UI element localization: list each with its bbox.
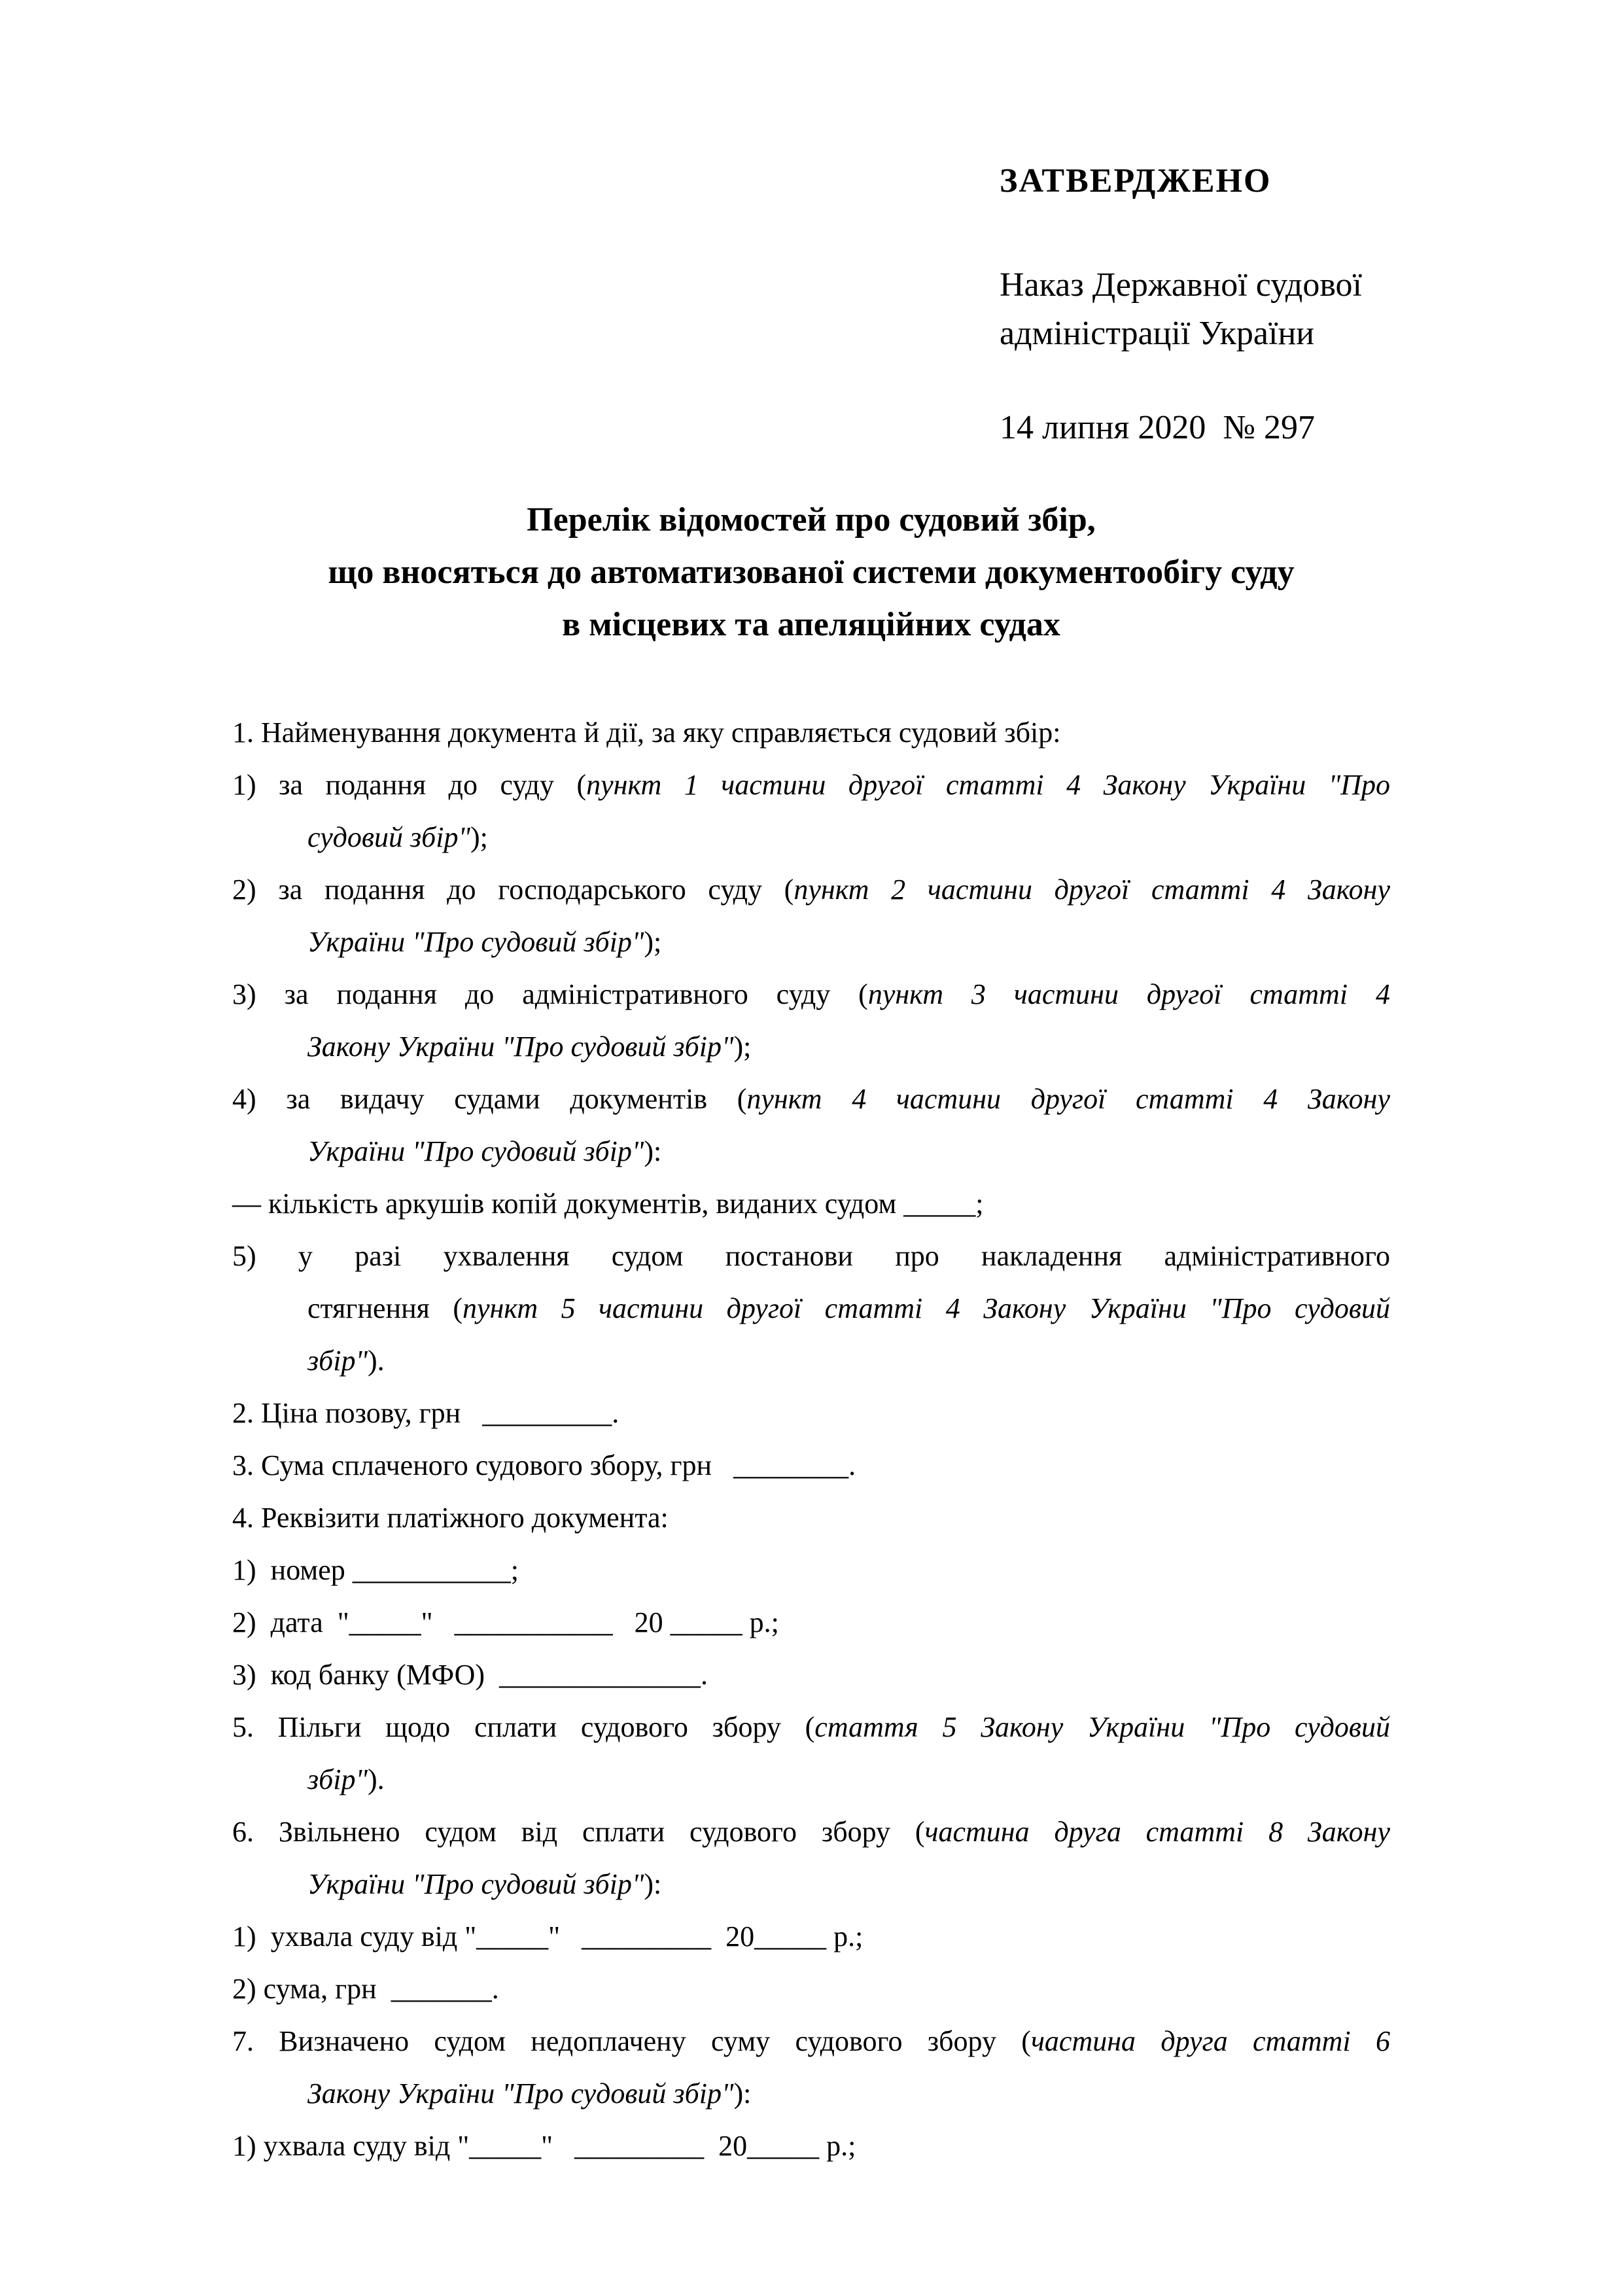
text-run: 1) номер ___________; xyxy=(232,1554,519,1586)
text-run: України "Про судовий збір" xyxy=(307,926,644,958)
order-issuer-line1: Наказ Державної судової xyxy=(1000,266,1362,304)
line-item1-sub1-part2 xyxy=(232,811,1390,864)
line-item4-sub2-date-field xyxy=(232,1597,1390,1649)
text-run: 3. Сума сплаченого судового збору, грн ________. xyxy=(232,1449,856,1481)
line-item6-part1 xyxy=(232,1806,1390,1858)
text-run: стаття 5 Закону України "Про судовий xyxy=(814,1711,1390,1743)
text-run: пункт 2 частини другої статті 4 Закону xyxy=(794,874,1390,906)
text-run: 4) за видачу судами документів ( xyxy=(232,1083,747,1115)
line-item4-sub1-number-field xyxy=(232,1544,1390,1597)
line-item4-heading xyxy=(232,1492,1390,1544)
text-run: 5) у разі ухвалення судом постанови про накладення адміністративного xyxy=(232,1240,1390,1272)
text-run: 2) за подання до господарського суду ( xyxy=(232,874,794,906)
text-run: 1) ухвала суду від "_____" _________ 20_____ р.; xyxy=(232,2130,856,2162)
line-item1-sub1-part1 xyxy=(232,759,1390,811)
document-body xyxy=(232,707,1390,2172)
text-run: Закону України "Про судовий збір" xyxy=(307,2077,734,2110)
text-run: пункт 1 частини другої статті 4 Закону України "Про xyxy=(586,769,1390,801)
text-run: 1. Найменування документа й дії, за яку справляється судовий збір: xyxy=(232,716,1061,749)
text-run: частина друга статті 8 Закону xyxy=(924,1816,1390,1848)
document-title-line1: Перелік відомостей про судовий збір, xyxy=(527,501,1096,539)
text-run: ); xyxy=(644,926,662,958)
line-item1-sub3-part2 xyxy=(232,1021,1390,1073)
text-run: 2. Ціна позову, грн _________. xyxy=(232,1397,620,1429)
line-copies-count-field xyxy=(232,1178,1390,1230)
line-item2-claim-price-field xyxy=(232,1387,1390,1439)
text-run: 1) ухвала суду від "_____" _________ 20_____ р.; xyxy=(232,1920,864,1952)
text-run: ): xyxy=(644,1868,662,1900)
text-run: України "Про судовий збір" xyxy=(307,1868,644,1900)
line-item7-sub1-ruling-field xyxy=(232,2120,1390,2172)
text-run: 5. Пільги щодо сплати судового збору ( xyxy=(232,1711,815,1743)
line-item5-part1 xyxy=(232,1701,1390,1754)
text-run: ); xyxy=(470,821,488,853)
approval-block xyxy=(1000,157,1510,452)
text-run: пункт 4 частини другої статті 4 Закону xyxy=(746,1083,1390,1115)
line-item1-heading xyxy=(232,707,1390,759)
text-run: 1) за подання до суду ( xyxy=(232,769,587,801)
line-item6-sub2-sum-field xyxy=(232,1963,1390,2015)
line-item1-sub2-part2 xyxy=(232,916,1390,968)
text-run: 2) сума, грн _______. xyxy=(232,1973,499,2005)
line-item4-sub3-bank-code-field xyxy=(232,1649,1390,1701)
text-run: судовий збір" xyxy=(307,821,470,853)
text-run: пункт 5 частини другої статті 4 Закону України "Про судовий xyxy=(462,1292,1390,1324)
text-run: збір" xyxy=(307,1763,368,1795)
line-item1-sub5-part1 xyxy=(232,1230,1390,1282)
approval-stamp-label: ЗАТВЕРДЖЕНО xyxy=(1000,162,1272,200)
text-run: 3) код банку (МФО) ______________. xyxy=(232,1659,708,1691)
text-run: ): xyxy=(644,1135,662,1167)
text-run: частина друга статті 6 xyxy=(1030,2025,1390,2057)
document-title xyxy=(232,494,1390,651)
line-item1-sub3-part1 xyxy=(232,968,1390,1021)
text-run: пункт 3 частини другої статті 4 xyxy=(867,978,1390,1010)
text-run: ): xyxy=(733,2077,752,2110)
text-run: — кількість аркушів копій документів, виданих судом _____; xyxy=(232,1188,984,1220)
text-run: ); xyxy=(733,1031,752,1063)
line-item6-sub1-ruling-field xyxy=(232,1911,1390,1963)
text-run: стягнення ( xyxy=(307,1292,462,1324)
text-run: України "Про судовий збір" xyxy=(307,1135,644,1167)
order-issuer-line2: адміністрації України xyxy=(1000,315,1315,352)
text-run: збір" xyxy=(307,1345,368,1377)
text-run: 2) дата "_____" ___________ 20 _____ р.; xyxy=(232,1606,779,1638)
text-run: ). xyxy=(368,1763,385,1795)
text-run: Закону України "Про судовий збір" xyxy=(307,1031,734,1063)
document-title-line2: що вносяться до автоматизованої системи документообігу суду xyxy=(328,554,1295,591)
line-item1-sub4-part2 xyxy=(232,1125,1390,1178)
document-title-line3: в місцевих та апеляційних судах xyxy=(562,606,1060,643)
text-run: ). xyxy=(368,1345,385,1377)
text-run: 6. Звільнено судом від сплати судового збору ( xyxy=(232,1816,925,1848)
line-item1-sub4-part1 xyxy=(232,1073,1390,1125)
line-item6-part2 xyxy=(232,1858,1390,1911)
line-item5-part2 xyxy=(232,1754,1390,1806)
text-run: 7. Визначено судом недоплачену суму судового збору ( xyxy=(232,2025,1031,2057)
line-item3-paid-fee-field xyxy=(232,1439,1390,1492)
line-item1-sub5-part3 xyxy=(232,1335,1390,1387)
line-item7-part1 xyxy=(232,2015,1390,2068)
line-item1-sub2-part1 xyxy=(232,864,1390,916)
line-item1-sub5-part2 xyxy=(232,1282,1390,1335)
text-run: 4. Реквізити платіжного документа: xyxy=(232,1502,669,1534)
order-date-number: 14 липня 2020 № 297 xyxy=(1000,409,1315,446)
line-item7-part2 xyxy=(232,2068,1390,2120)
text-run: 3) за подання до адміністративного суду ( xyxy=(232,978,868,1010)
